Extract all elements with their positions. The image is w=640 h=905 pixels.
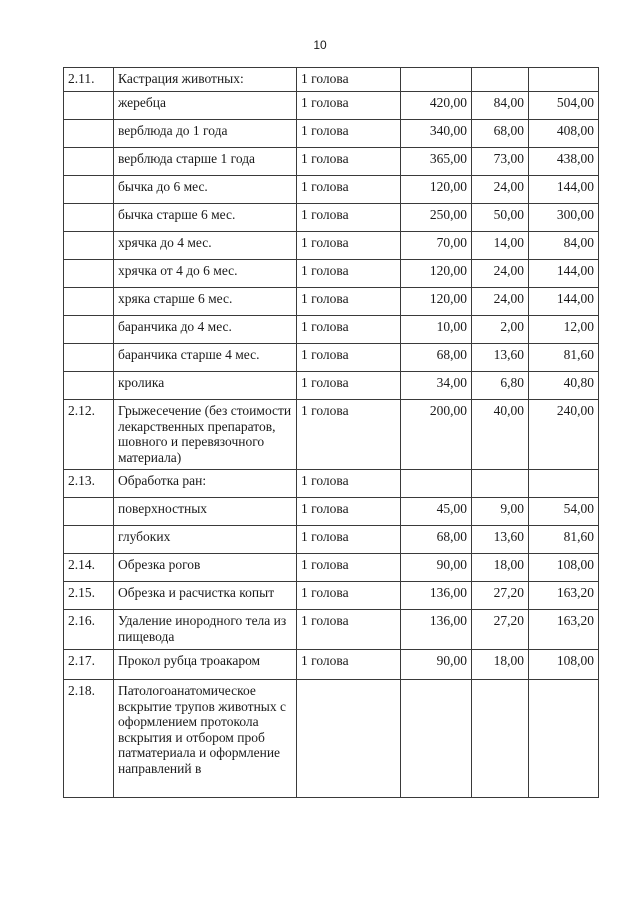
vat-cell: 24,00 [472,260,529,288]
code-cell [64,148,114,176]
vat-cell: 13,60 [472,526,529,554]
price-cell: 120,00 [401,288,472,316]
total-cell [529,680,599,798]
unit-cell: 1 голова [297,176,401,204]
total-cell: 240,00 [529,400,599,470]
code-cell: 2.14. [64,554,114,582]
price-cell [401,470,472,498]
total-cell [529,470,599,498]
vat-cell [472,470,529,498]
name-cell: Удаление инородного тела из пищевода [114,610,297,650]
price-cell: 136,00 [401,610,472,650]
price-cell: 120,00 [401,176,472,204]
name-cell: хряка старше 6 мес. [114,288,297,316]
price-cell: 34,00 [401,372,472,400]
price-cell: 136,00 [401,582,472,610]
vat-cell: 6,80 [472,372,529,400]
price-cell: 365,00 [401,148,472,176]
vat-cell: 24,00 [472,176,529,204]
code-cell [64,498,114,526]
price-cell: 120,00 [401,260,472,288]
unit-cell: 1 голова [297,498,401,526]
price-cell [401,680,472,798]
unit-cell: 1 голова [297,204,401,232]
code-cell [64,288,114,316]
unit-cell: 1 голова [297,260,401,288]
table-row [64,176,599,204]
total-cell: 84,00 [529,232,599,260]
total-cell: 144,00 [529,176,599,204]
vat-cell: 13,60 [472,344,529,372]
name-cell: верблюда до 1 года [114,120,297,148]
total-cell: 300,00 [529,204,599,232]
total-cell: 81,60 [529,526,599,554]
table-row [64,470,599,498]
total-cell: 12,00 [529,316,599,344]
table-row [64,92,599,120]
vat-cell: 2,00 [472,316,529,344]
name-cell: Обрезка и расчистка копыт [114,582,297,610]
price-cell: 90,00 [401,554,472,582]
code-cell: 2.12. [64,400,114,470]
price-cell: 90,00 [401,650,472,680]
unit-cell: 1 голова [297,526,401,554]
total-cell: 54,00 [529,498,599,526]
code-cell [64,372,114,400]
price-cell: 68,00 [401,526,472,554]
unit-cell: 1 голова [297,554,401,582]
unit-cell [297,680,401,798]
total-cell: 108,00 [529,554,599,582]
table-row [64,204,599,232]
unit-cell: 1 голова [297,232,401,260]
vat-cell: 14,00 [472,232,529,260]
vat-cell: 27,20 [472,582,529,610]
unit-cell: 1 голова [297,120,401,148]
vat-cell: 24,00 [472,288,529,316]
name-cell: глубоких [114,526,297,554]
unit-cell: 1 голова [297,650,401,680]
code-cell: 2.16. [64,610,114,650]
code-cell [64,176,114,204]
name-cell: бычка старше 6 мес. [114,204,297,232]
table-row [64,260,599,288]
vat-cell: 50,00 [472,204,529,232]
unit-cell: 1 голова [297,582,401,610]
vat-cell: 84,00 [472,92,529,120]
name-cell: жеребца [114,92,297,120]
total-cell: 163,20 [529,582,599,610]
name-cell: хрячка до 4 мес. [114,232,297,260]
price-cell: 10,00 [401,316,472,344]
vat-cell: 27,20 [472,610,529,650]
table-row [64,120,599,148]
table-row [64,554,599,582]
price-cell: 340,00 [401,120,472,148]
code-cell: 2.15. [64,582,114,610]
code-cell [64,204,114,232]
unit-cell: 1 голова [297,316,401,344]
name-cell: Грыжесечение (без стоимости лекарственных препаратов, шовного и перевязочного материала) [114,400,297,470]
vat-cell [472,68,529,92]
price-cell: 250,00 [401,204,472,232]
total-cell: 408,00 [529,120,599,148]
table-row [64,498,599,526]
table-row [64,232,599,260]
vat-cell: 40,00 [472,400,529,470]
code-cell [64,232,114,260]
code-cell: 2.18. [64,680,114,798]
table-row [64,316,599,344]
table-row [64,68,599,92]
unit-cell: 1 голова [297,68,401,92]
unit-cell: 1 голова [297,92,401,120]
table-row [64,344,599,372]
code-cell: 2.13. [64,470,114,498]
unit-cell: 1 голова [297,344,401,372]
total-cell: 504,00 [529,92,599,120]
total-cell [529,68,599,92]
vat-cell: 73,00 [472,148,529,176]
vat-cell: 18,00 [472,554,529,582]
code-cell [64,92,114,120]
code-cell [64,344,114,372]
name-cell: Обработка ран: [114,470,297,498]
table-row [64,610,599,650]
table-row [64,288,599,316]
name-cell: хрячка от 4 до 6 мес. [114,260,297,288]
price-cell [401,68,472,92]
unit-cell: 1 голова [297,372,401,400]
price-cell: 70,00 [401,232,472,260]
name-cell: кролика [114,372,297,400]
price-cell: 68,00 [401,344,472,372]
total-cell: 81,60 [529,344,599,372]
table-row [64,372,599,400]
table-row [64,582,599,610]
price-table-body [64,68,599,798]
total-cell: 438,00 [529,148,599,176]
code-cell [64,316,114,344]
total-cell: 144,00 [529,288,599,316]
vat-cell [472,680,529,798]
price-table [63,67,599,798]
code-cell [64,526,114,554]
unit-cell: 1 голова [297,610,401,650]
unit-cell: 1 голова [297,148,401,176]
name-cell: баранчика до 4 мес. [114,316,297,344]
total-cell: 144,00 [529,260,599,288]
code-cell: 2.11. [64,68,114,92]
code-cell: 2.17. [64,650,114,680]
name-cell: Кастрация животных: [114,68,297,92]
table-row [64,526,599,554]
name-cell: Обрезка рогов [114,554,297,582]
total-cell: 108,00 [529,650,599,680]
table-row [64,680,599,798]
name-cell: бычка до 6 мес. [114,176,297,204]
unit-cell: 1 голова [297,470,401,498]
page-number: 10 [313,38,327,52]
unit-cell: 1 голова [297,288,401,316]
name-cell: верблюда старше 1 года [114,148,297,176]
price-cell: 420,00 [401,92,472,120]
vat-cell: 18,00 [472,650,529,680]
name-cell: поверхностных [114,498,297,526]
price-cell: 45,00 [401,498,472,526]
name-cell: Патологоанатомическое вскрытие трупов животных с оформлением протокола вскрытия и отбором проб патматериала и оформление направлений в [114,680,297,798]
code-cell [64,120,114,148]
table-row [64,148,599,176]
price-cell: 200,00 [401,400,472,470]
total-cell: 40,80 [529,372,599,400]
vat-cell: 68,00 [472,120,529,148]
name-cell: Прокол рубца троакаром [114,650,297,680]
unit-cell: 1 голова [297,400,401,470]
vat-cell: 9,00 [472,498,529,526]
name-cell: баранчика старше 4 мес. [114,344,297,372]
code-cell [64,260,114,288]
table-row [64,650,599,680]
total-cell: 163,20 [529,610,599,650]
table-row [64,400,599,470]
